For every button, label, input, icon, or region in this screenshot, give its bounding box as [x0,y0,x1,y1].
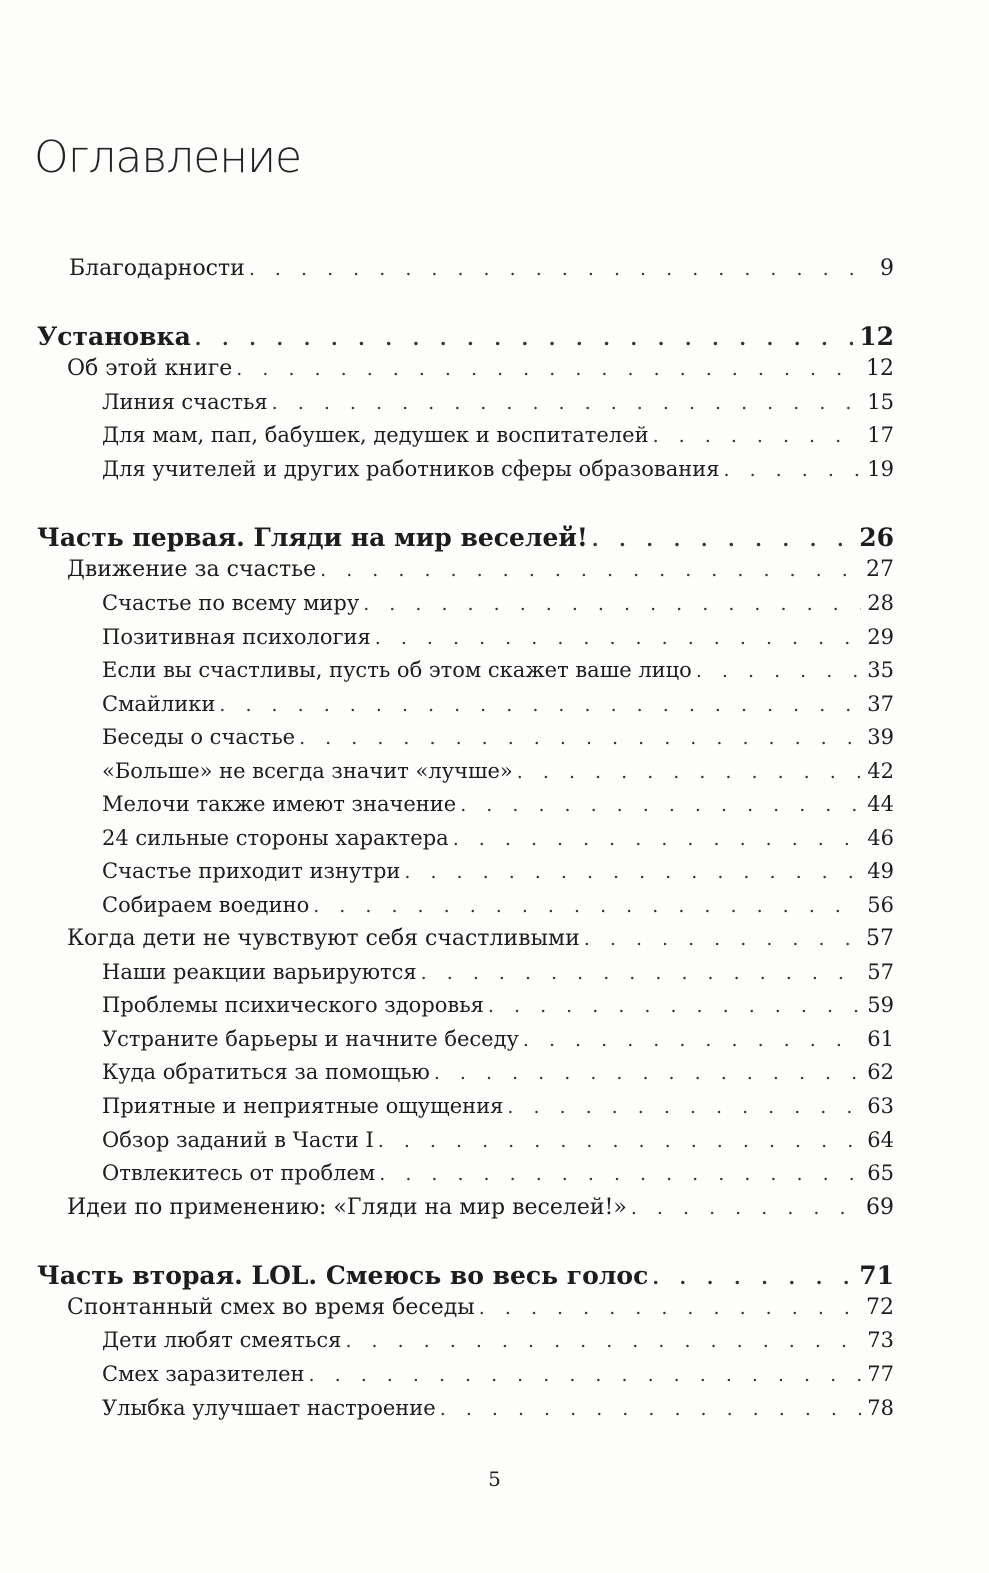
dot-leader [272,392,862,414]
toc-entry-label: Если вы счастливы, пусть об этом скажет ваше лицо [102,658,692,682]
toc-entry-label: Позитивная психология [102,625,371,649]
toc-entry-label: Об этой книге [67,356,233,381]
dot-leader [440,1398,862,1420]
toc-entry [102,591,894,623]
toc-entry-page: 28 [867,591,894,615]
toc-entry-label: Улыбка улучшает настроение [102,1396,436,1420]
dot-leader [434,1062,861,1084]
dot-leader [479,1297,860,1319]
toc-entry-page: 19 [867,457,894,481]
toc-entry [37,1261,894,1294]
toc-entry-label: Наши реакции варьируются [102,960,417,984]
toc-entry [67,356,894,388]
toc-entry [102,792,894,824]
toc-entry-label: Беседы о счастье [102,725,296,749]
toc-entry-label: Для учителей и других работников сферы образования [102,457,720,481]
dot-leader [653,425,862,447]
toc-entry-page: 37 [867,692,894,716]
toc-entry [102,893,894,925]
dot-leader [219,694,861,716]
toc-entry [102,457,894,489]
dot-leader [652,1267,853,1289]
toc-entry-page: 15 [867,390,894,414]
dot-leader [404,861,861,883]
toc-entry-page: 62 [867,1060,894,1084]
toc-entry-page: 44 [867,792,894,816]
toc-entry-page: 57 [866,926,894,951]
page-title: Оглавление [34,132,302,183]
dot-leader [724,459,862,481]
toc-entry-label: Мелочи также имеют значение [102,792,457,816]
toc-entry [102,960,894,992]
dot-leader [379,1163,861,1185]
toc-entry-label: Идеи по применению: «Гляди на мир веселей!» [67,1195,627,1220]
dot-leader [375,627,862,649]
dot-leader [236,358,860,380]
dot-leader [345,1330,861,1352]
toc-entry [67,1195,894,1227]
dot-leader [523,1029,861,1051]
toc-entry-label: Куда обратиться за помощью [102,1060,430,1084]
dot-leader [488,995,861,1017]
toc-entry-label: Устраните барьеры и начните беседу [102,1027,519,1051]
toc-entry-label: 24 сильные стороны характера [102,826,449,850]
dot-leader [378,1130,862,1152]
toc-entry-label: Линия счастья [102,390,268,414]
toc-entry [37,523,894,556]
toc-entry [102,390,894,422]
toc-entry-label: Смайлики [102,692,216,716]
toc-entry [102,1362,894,1394]
dot-leader [363,593,861,615]
toc-entry-page: 59 [867,993,894,1017]
toc-entry-label: Когда дети не чувствуют себя счастливыми [67,926,580,951]
toc-entry [102,692,894,724]
toc-entry-page: 77 [867,1362,894,1386]
toc-entry-page: 27 [866,557,894,582]
toc-entry-label: Движение за счастье [67,557,317,582]
toc-entry-page: 64 [867,1128,894,1152]
toc-entry-label: Приятные и неприятные ощущения [102,1094,504,1118]
dot-leader [507,1096,861,1118]
toc-entry-label: Отвлекитесь от проблем [102,1161,376,1185]
toc-entry-page: 39 [867,725,894,749]
dot-leader [421,962,862,984]
toc-entry-page: 49 [867,859,894,883]
toc-entry-page: 61 [867,1027,894,1051]
toc-entry [102,859,894,891]
dot-leader [517,761,861,783]
toc-entry-page: 69 [866,1195,894,1220]
toc-entry-page: 63 [867,1094,894,1118]
toc-entry-label: Благодарности [69,256,245,281]
toc-entry-label: Проблемы психического здоровья [102,993,484,1017]
toc-entry-label: Часть первая. Гляди на мир веселей! [37,523,588,552]
toc-entry [102,658,894,690]
toc-entry [67,926,894,958]
toc-entry [102,1396,894,1428]
toc-entry [102,826,894,858]
toc-entry-page: 56 [867,893,894,917]
dot-leader [309,1364,862,1386]
toc-entry-page: 42 [867,759,894,783]
dot-leader [460,794,861,816]
toc-entry [102,1094,894,1126]
toc-entry-label: Установка [37,322,191,351]
toc-entry-page: 9 [880,256,894,281]
page-number: 5 [488,1467,501,1491]
toc-entry-page: 35 [867,658,894,682]
toc-entry-page: 46 [867,826,894,850]
toc-entry-label: Счастье приходит изнутри [102,859,401,883]
toc-entry-label: «Больше» не всегда значит «лучше» [102,759,513,783]
dot-leader [195,328,853,350]
toc-entry-label: Для мам, пап, бабушек, дедушек и воспитателей [102,423,649,447]
toc-entry [102,423,894,455]
toc-entry-label: Часть вторая. LOL. Смеюсь во весь голос [37,1261,649,1290]
toc-entry-page: 71 [859,1261,894,1290]
dot-leader [249,258,864,280]
toc-entry [102,1027,894,1059]
dot-leader [320,559,860,581]
toc-entry [102,725,894,757]
dot-leader [299,727,861,749]
toc-entry [102,1060,894,1092]
toc-entry-page: 12 [859,322,894,351]
toc-entry-page: 17 [867,423,894,447]
toc-entry-label: Дети любят смеяться [102,1328,342,1352]
dot-leader [453,828,862,850]
toc-entry-label: Собираем воедино [102,893,310,917]
toc-entry-page: 65 [867,1161,894,1185]
toc-entry-page: 29 [867,625,894,649]
toc-entry [67,557,894,589]
toc-entry-label: Обзор заданий в Части I [102,1128,374,1152]
toc-entry [102,1161,894,1193]
toc-entry [37,322,894,355]
toc-entry-label: Смех заразителен [102,1362,305,1386]
toc-entry-page: 12 [866,356,894,381]
dot-leader [696,660,861,682]
toc-entry [102,625,894,657]
toc-entry-page: 57 [867,960,894,984]
toc-entry [102,1328,894,1360]
dot-leader [592,529,853,551]
toc-entry-page: 26 [859,523,894,552]
dot-leader [584,928,860,950]
dot-leader [631,1197,860,1219]
toc-entry-page: 72 [866,1295,894,1320]
toc-entry-page: 78 [867,1396,894,1420]
toc-entry-label: Счастье по всему миру [102,591,360,615]
toc-entry-label: Спонтанный смех во время беседы [67,1295,475,1320]
toc-entry-page: 73 [867,1328,894,1352]
toc-entry [67,1295,894,1327]
toc-entry [102,993,894,1025]
toc-entry [69,256,894,288]
dot-leader [313,895,861,917]
toc-entry [102,1128,894,1160]
toc-entry [102,759,894,791]
